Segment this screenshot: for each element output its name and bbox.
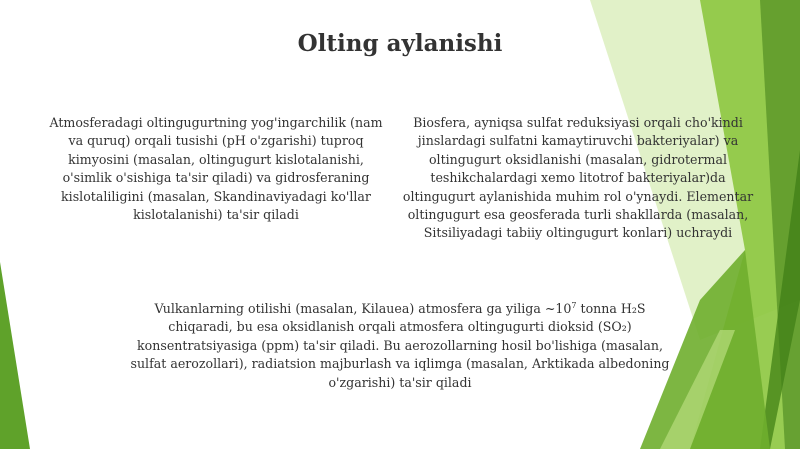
bottom-text-exponent: 7 [571,300,577,310]
slide-title: Olting aylanishi [297,30,503,57]
bottom-text-prefix: Vulkanlarning otilishi (masalan, Kilauea) atmosfera ga yiliga ~10 [154,301,572,316]
right-text-block: Biosfera, ayniqsa sulfat reduksiyasi orqali cho'kindi jinslardagi sulfatni kamaytiruvchi bakteriyalar) va oltingugurt oksidlanishi (masalan, gidrotermal teshikchalardagi xemo litotrof bakteriyalar)da oltingugurt aylanishida muhim rol o'ynaydi. Elementar oltingugurt esa geosferada turli shakllarda (masalan, Sitsiliyadagi tabiiy oltingugurt konlari) uchraydi [402,115,754,241]
bottom-text-suffix: tonna H₂S chiqaradi, bu esa oksidlanish orqali atmosfera oltingugurti dioksid (SO₂) konsentratsiyasiga (ppm) ta'sir qiladi. Bu aerozollarning hosil bo'lishiga (masalan, sulfat aerozollari), radiatsion majburlash va iqlimga (masalan, Arktikada albedoning o'zgarishi) ta'sir qiladi [130,301,670,390]
left-green-sliver [0,262,30,449]
left-text-block: Atmosferadagi oltingugurtning yog'ingarchilik (nam va quruq) orqali tusishi (pH o'zgarishi) tuproq kimyosini (masalan, oltingugurt kislotalanishi, o'simlik o'sishiga ta'sir qiladi) va gidrosferaning kislotaliligini (masalan, Skandinaviyadagi ko'llar kislotalanishi) ta'sir qiladi [49,115,383,223]
bottom-text-block [128,300,672,392]
